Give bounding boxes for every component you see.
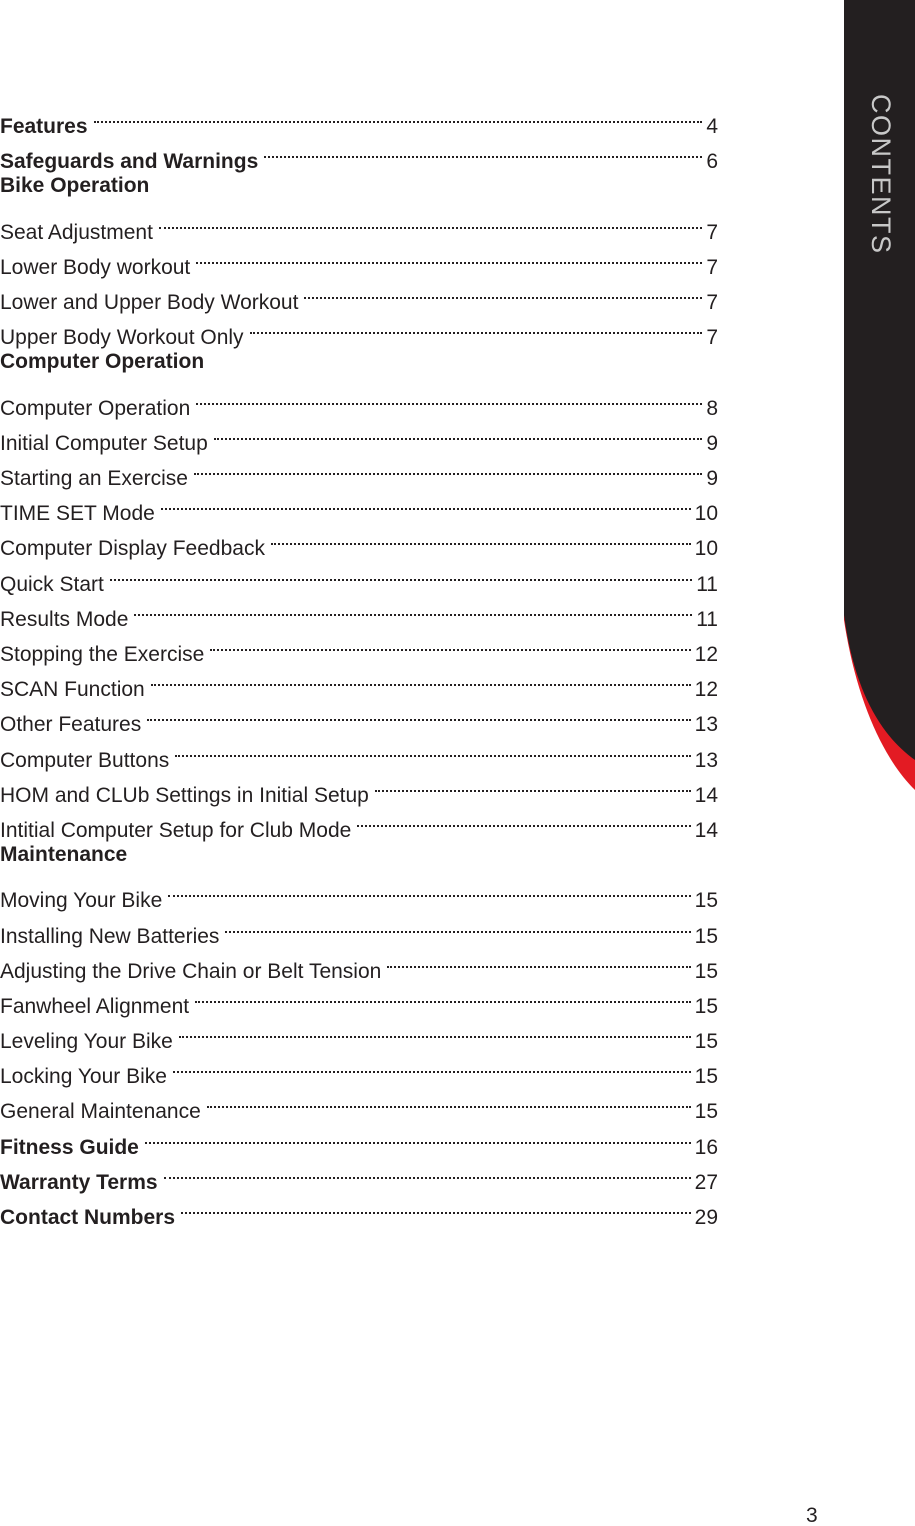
toc-entry-label: Starting an Exercise bbox=[0, 467, 188, 491]
toc-entry-label: Features bbox=[0, 115, 88, 139]
dot-leader bbox=[196, 239, 702, 274]
toc-entry-page: 12 bbox=[694, 678, 718, 702]
toc-entry-page: 6 bbox=[706, 150, 718, 174]
dot-leader bbox=[207, 1083, 691, 1118]
dot-leader bbox=[181, 1189, 691, 1224]
toc-entry-label: Warranty Terms bbox=[0, 1170, 158, 1194]
toc-entry-page: 12 bbox=[694, 643, 718, 666]
toc-entry-page: 27 bbox=[694, 1170, 718, 1194]
toc-entry-label: TIME SET Mode bbox=[0, 502, 155, 526]
toc-entry-page: 7 bbox=[706, 255, 718, 279]
toc-entry-page: 4 bbox=[706, 115, 718, 139]
dot-leader bbox=[264, 133, 702, 168]
toc-entry[interactable] bbox=[0, 98, 718, 139]
toc-entry-label: Stopping the Exercise bbox=[0, 643, 205, 666]
toc-entry-label: Leveling Your Bike bbox=[0, 1030, 173, 1054]
dot-leader bbox=[375, 767, 691, 802]
toc-entry-page: 13 bbox=[694, 713, 718, 737]
dot-leader bbox=[225, 907, 690, 942]
toc-entry-label: Safeguards and Warnings bbox=[0, 150, 259, 174]
dot-leader bbox=[134, 591, 692, 626]
dot-leader bbox=[145, 1118, 691, 1153]
toc-entry-page: 14 bbox=[694, 818, 718, 842]
dot-leader bbox=[387, 943, 690, 978]
toc-entry[interactable] bbox=[0, 872, 718, 913]
dot-leader bbox=[357, 802, 690, 837]
toc-entry-label: Computer Buttons bbox=[0, 748, 170, 772]
toc-entry-page: 7 bbox=[706, 220, 718, 244]
toc-entry-page: 15 bbox=[694, 1065, 718, 1089]
toc-entry-page: 16 bbox=[694, 1135, 718, 1159]
toc-entry-page: 15 bbox=[694, 1030, 718, 1054]
page-number: 3 bbox=[806, 1504, 818, 1526]
dot-leader bbox=[151, 661, 691, 696]
toc-entry-label: Quick Start bbox=[0, 572, 104, 596]
dot-leader bbox=[250, 309, 703, 344]
dot-leader bbox=[147, 696, 690, 731]
dot-leader bbox=[168, 872, 690, 907]
toc-entry-label: Computer Operation bbox=[0, 350, 205, 374]
toc-entry-page: 11 bbox=[696, 607, 718, 631]
toc-entry-page: 15 bbox=[694, 959, 718, 983]
dot-leader bbox=[173, 1048, 691, 1083]
dot-leader bbox=[175, 731, 690, 766]
dot-leader bbox=[194, 450, 702, 485]
toc-entry-page: 14 bbox=[694, 783, 718, 807]
dot-leader bbox=[271, 520, 691, 555]
dot-leader bbox=[94, 98, 703, 133]
toc-entry-label: Computer Display Feedback bbox=[0, 537, 265, 561]
table-of-contents bbox=[0, 98, 718, 1229]
toc-section-heading bbox=[0, 344, 718, 379]
toc-entry-label: Lower Body workout bbox=[0, 255, 191, 279]
toc-entry-label: General Maintenance bbox=[0, 1100, 201, 1124]
toc-entry-page: 15 bbox=[694, 889, 718, 913]
toc-entry[interactable] bbox=[0, 204, 718, 244]
toc-entry-label: Results Mode bbox=[0, 607, 129, 631]
toc-section-heading bbox=[0, 837, 718, 872]
dot-leader bbox=[304, 274, 702, 309]
dot-leader bbox=[195, 978, 691, 1013]
toc-entry-page: 15 bbox=[694, 994, 718, 1018]
toc-entry[interactable] bbox=[0, 380, 718, 420]
toc-entry-label: Lower and Upper Body Workout bbox=[0, 291, 299, 315]
dot-leader bbox=[210, 626, 690, 661]
toc-entry-label: Intitial Computer Setup for Club Mode bbox=[0, 818, 352, 842]
toc-entry-label: Initial Computer Setup bbox=[0, 431, 208, 455]
toc-entry-page: 15 bbox=[694, 924, 718, 948]
toc-entry-label: Moving Your Bike bbox=[0, 889, 163, 913]
toc-entry-label: Bike Operation bbox=[0, 174, 150, 198]
toc-entry[interactable] bbox=[0, 133, 718, 174]
dot-leader bbox=[164, 1154, 691, 1189]
dot-leader bbox=[161, 485, 691, 520]
toc-entry-page: 10 bbox=[694, 502, 718, 526]
toc-entry-label: HOM and CLUb Settings in Initial Setup bbox=[0, 783, 369, 807]
toc-entry-label: Maintenance bbox=[0, 842, 128, 866]
toc-entry-label: Installing New Batteries bbox=[0, 924, 220, 948]
toc-entry-page: 9 bbox=[706, 467, 718, 491]
toc-entry-label: Contact Numbers bbox=[0, 1206, 176, 1229]
toc-entry-page: 9 bbox=[706, 431, 718, 455]
toc-entry-label: Seat Adjustment bbox=[0, 220, 153, 244]
toc-entry-page: 15 bbox=[694, 1100, 718, 1124]
toc-entry-page: 29 bbox=[694, 1206, 718, 1229]
dot-leader bbox=[159, 204, 702, 239]
toc-entry-page: 7 bbox=[706, 326, 718, 350]
dot-leader bbox=[110, 555, 692, 590]
toc-entry-label: Upper Body Workout Only bbox=[0, 326, 244, 350]
dot-leader bbox=[196, 380, 702, 415]
toc-entry-label: Adjusting the Drive Chain or Belt Tension bbox=[0, 959, 382, 983]
dot-leader bbox=[214, 415, 703, 450]
toc-entry-page: 10 bbox=[694, 537, 718, 561]
toc-entry-label: Computer Operation bbox=[0, 396, 191, 420]
toc-entry-label: Fanwheel Alignment bbox=[0, 994, 190, 1018]
contents-title bbox=[846, 94, 915, 254]
toc-entry-page: 13 bbox=[694, 748, 718, 772]
toc-entry-label: SCAN Function bbox=[0, 678, 145, 702]
toc-entry-label: Other Features bbox=[0, 713, 142, 737]
toc-entry-page: 7 bbox=[706, 291, 718, 315]
toc-entry-label: Fitness Guide bbox=[0, 1135, 139, 1159]
toc-entry-page: 11 bbox=[696, 572, 718, 596]
dot-leader bbox=[179, 1013, 691, 1048]
toc-section-heading bbox=[0, 168, 718, 203]
toc-entry-page: 8 bbox=[706, 396, 718, 420]
toc-entry-label: Locking Your Bike bbox=[0, 1065, 167, 1089]
contents-title-text: CONTENTS bbox=[866, 94, 896, 255]
